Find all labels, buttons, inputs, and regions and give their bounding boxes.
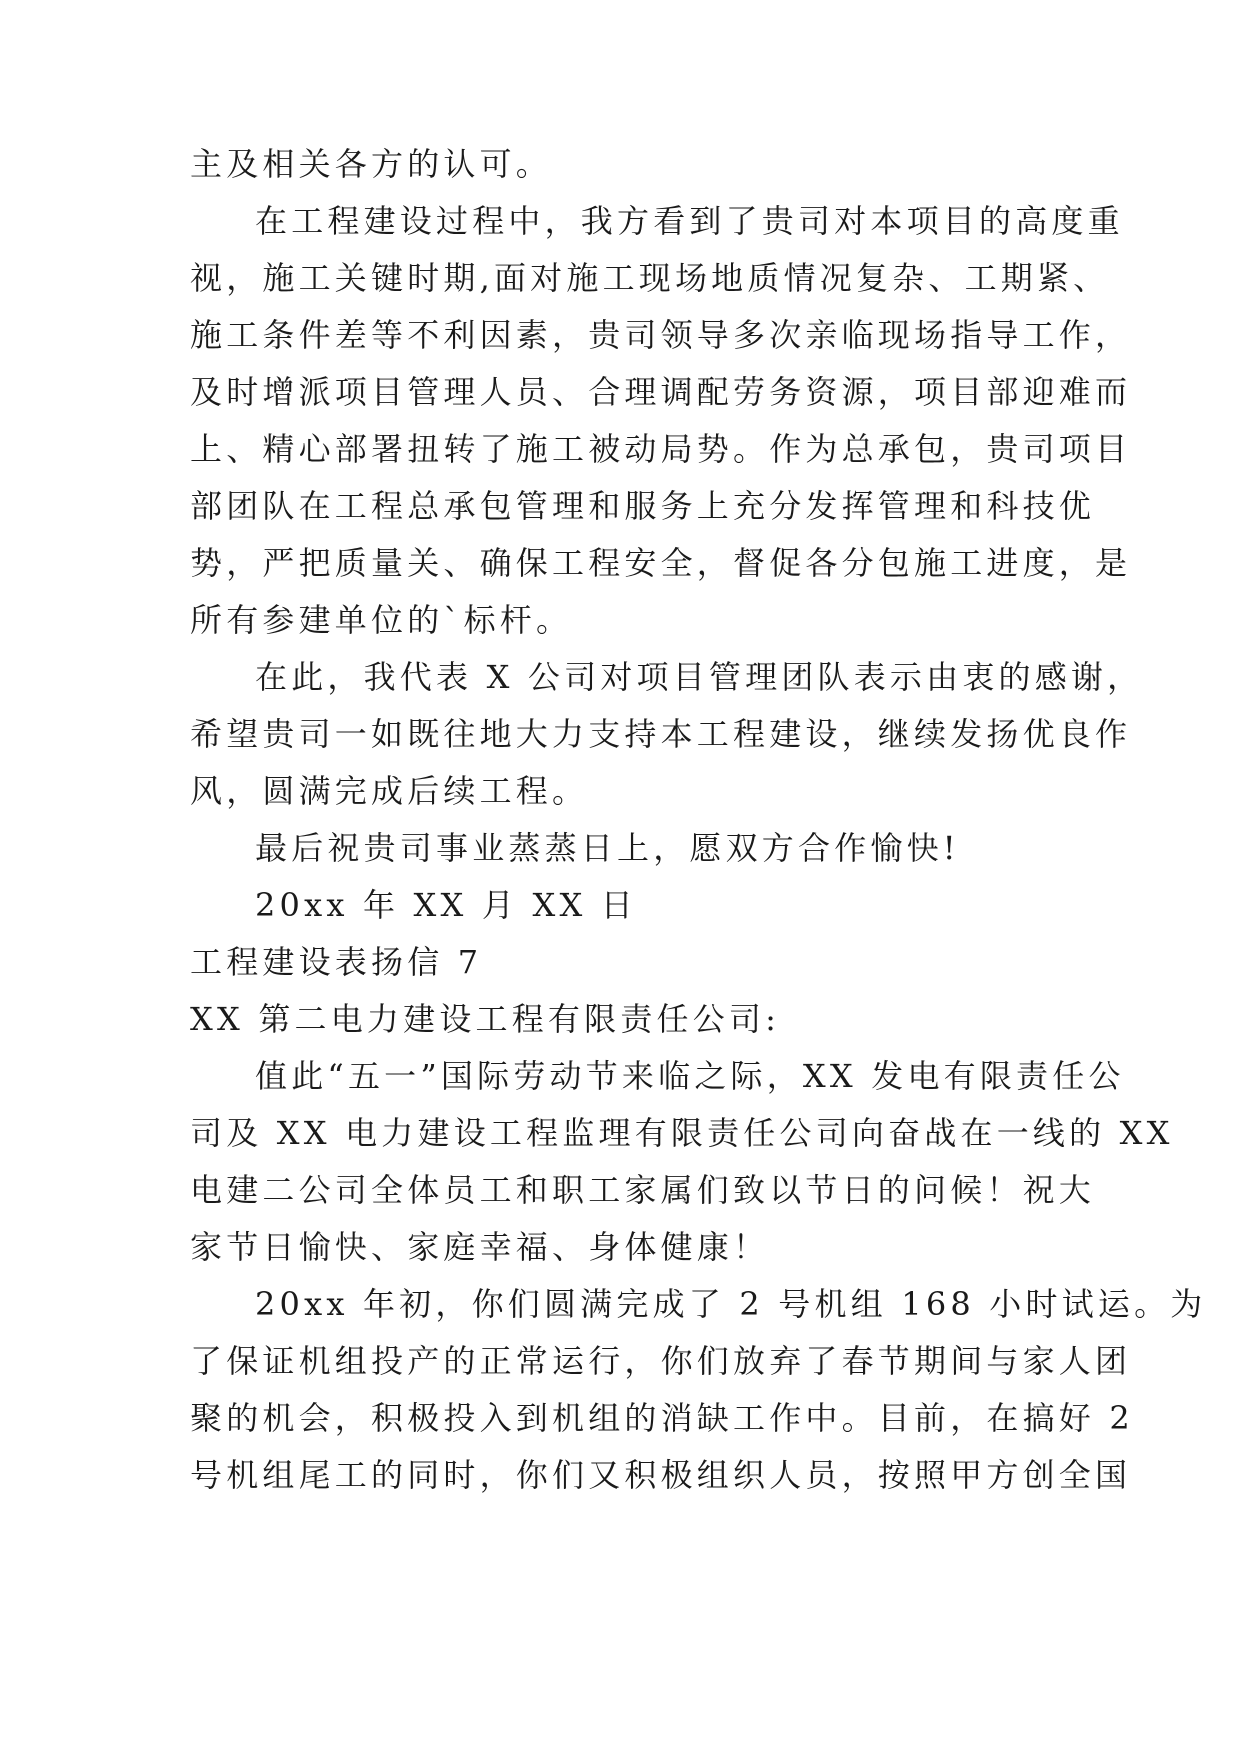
text-line: 部团队在工程总承包管理和服务上充分发挥管理和科技优 — [190, 487, 1096, 525]
text-line: 主及相关各方的认可。 — [190, 145, 553, 183]
addressee: XX 第二电力建设工程有限责任公司: — [190, 1000, 781, 1038]
text-line: 20xx 年初，你们圆满完成了 2 号机组 168 小时试运。为 — [255, 1285, 1207, 1323]
text-line: 上、精心部署扭转了施工被动局势。作为总承包，贵司项目 — [190, 430, 1132, 468]
text-line: 在工程建设过程中，我方看到了贵司对本项目的高度重 — [255, 202, 1124, 240]
date-line: 20xx 年 XX 月 XX 日 — [255, 886, 637, 924]
text-line: 及时增派项目管理人员、合理调配劳务资源，项目部迎难而 — [190, 373, 1132, 411]
text-line: 势，严把质量关、确保工程安全，督促各分包施工进度，是 — [190, 544, 1132, 582]
text-line: 所有参建单位的`标杆。 — [190, 601, 573, 639]
text-line: 在此，我代表 X 公司对项目管理团队表示由衷的感谢， — [255, 658, 1144, 696]
section-title: 工程建设表扬信 7 — [190, 943, 483, 981]
text-line: 值此“五一”国际劳动节来临之际，XX 发电有限责任公 — [255, 1057, 1125, 1095]
text-line: 电建二公司全体员工和职工家属们致以节日的问候！祝大 — [190, 1171, 1096, 1209]
text-line: 号机组尾工的同时，你们又积极组织人员，按照甲方创全国 — [190, 1456, 1132, 1494]
text-line: 风，圆满完成后续工程。 — [190, 772, 589, 810]
text-line: 了保证机组投产的正常运行，你们放弃了春节期间与家人团 — [190, 1342, 1132, 1380]
text-line: 聚的机会，积极投入到机组的消缺工作中。目前，在搞好 2 — [190, 1399, 1134, 1437]
text-line: 家节日愉快、家庭幸福、身体健康！ — [190, 1228, 770, 1266]
text-line: 最后祝贵司事业蒸蒸日上，愿双方合作愉快! — [255, 829, 960, 867]
text-line: 希望贵司一如既往地大力支持本工程建设，继续发扬优良作 — [190, 715, 1132, 753]
text-line: 司及 XX 电力建设工程监理有限责任公司向奋战在一线的 XX — [190, 1114, 1174, 1152]
text-line: 视，施工关键时期,面对施工现场地质情况复杂、工期紧、 — [190, 259, 1110, 297]
text-line: 施工条件差等不利因素，贵司领导多次亲临现场指导工作， — [190, 316, 1132, 354]
